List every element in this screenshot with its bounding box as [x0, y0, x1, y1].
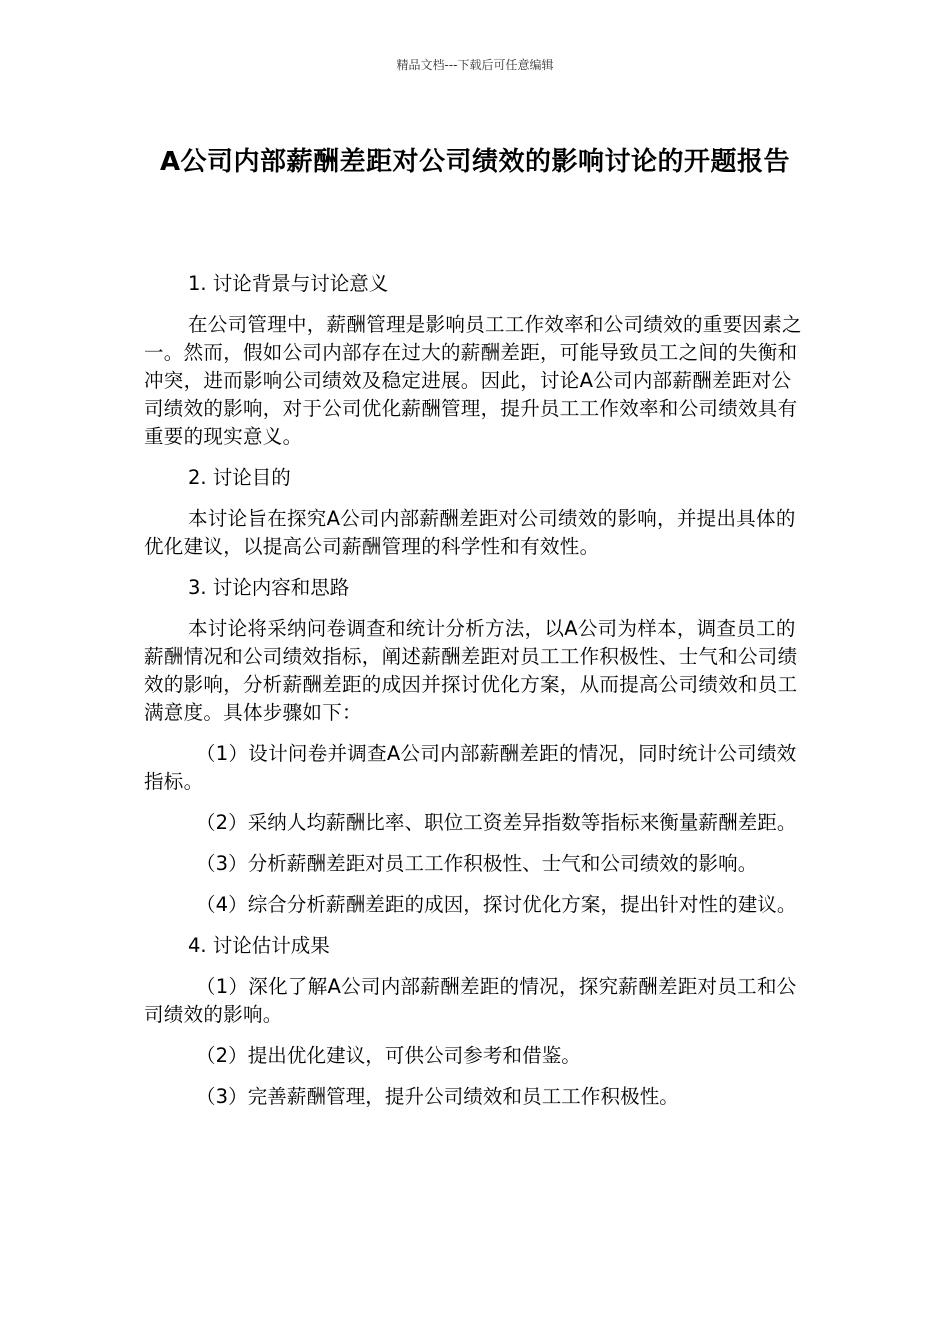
body-paragraph: 本讨论将采纳问卷调查和统计分析方法，以A公司为样本，调查员工的薪酬情况和公司绩效指标，阐述薪酬差距对员工工作积极性、士气和公司绩效的影响，分析薪酬差距的成因并探讨优化方案，从而提高公司绩效和员工满意度。具体步骤如下：: [144, 617, 798, 724]
section-heading: 1. 讨论背景与讨论意义: [188, 272, 389, 295]
list-item: （2）采纳人均薪酬比率、职位工资差异指数等指标来衡量薪酬差距。: [196, 811, 797, 834]
document-title: A公司内部薪酬差距对公司绩效的影响讨论的开题报告: [159, 147, 791, 177]
document-body: [144, 270, 810, 1124]
body-paragraph: 在公司管理中，薪酬管理是影响员工工作效率和公司绩效的重要因素之一。然而，假如公司内部存在过大的薪酬差距，可能导致员工之间的失衡和冲突，进而影响公司绩效及稳定进展。因此，讨论A公司内部薪酬差距对公司绩效的影响，对于公司优化薪酬管理，提升员工工作效率和公司绩效具有重要的现实意义。: [144, 313, 802, 448]
body-paragraph: 本讨论旨在探究A公司内部薪酬差距对公司绩效的影响，并提出具体的优化建议，以提高公司薪酬管理的科学性和有效性。: [144, 507, 796, 558]
list-item: （4）综合分析薪酬差距的成因，探讨优化方案，提出针对性的建议。: [196, 893, 797, 916]
list-item: （1）深化了解A公司内部薪酬差距的情况，探究薪酬差距对员工和公司绩效的影响。: [144, 975, 797, 1026]
page-header: 精品文档---下载后可任意编辑: [396, 58, 554, 72]
list-item: （2）提出优化建议，可供公司参考和借鉴。: [196, 1044, 581, 1067]
list-item: （1）设计问卷并调查A公司内部薪酬差距的情况，同时统计公司绩效指标。: [144, 742, 797, 793]
section-heading: 3. 讨论内容和思路: [188, 576, 350, 599]
section-heading: 2. 讨论目的: [188, 466, 291, 489]
section-heading: 4. 讨论估计成果: [188, 934, 330, 957]
list-item: （3）完善薪酬管理，提升公司绩效和员工工作积极性。: [196, 1085, 679, 1108]
list-item: （3）分析薪酬差距对员工工作积极性、士气和公司绩效的影响。: [196, 852, 758, 875]
